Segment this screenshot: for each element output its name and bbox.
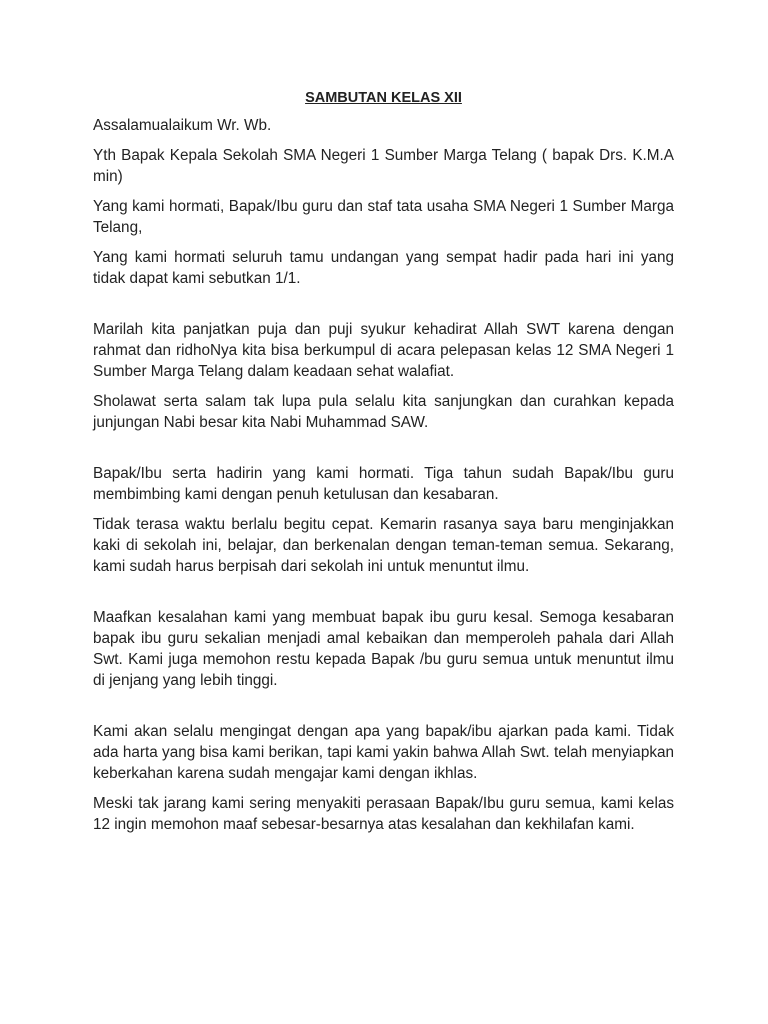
document-title: SAMBUTAN KELAS XII — [305, 90, 462, 106]
paragraph: Tidak terasa waktu berlalu begitu cepat. Kemarin rasanya saya baru menginjakkan kaki di sekolah ini, belajar, dan berkenalan dengan teman-teman semua. Sekarang, kami sudah harus berpisah dari sekolah ini untuk menuntut ilmu. — [93, 516, 674, 575]
paragraph: Yang kami hormati seluruh tamu undangan yang sempat hadir pada hari ini yang tidak dapat kami sebutkan 1/1. — [93, 249, 674, 287]
paragraph-spacer — [93, 700, 674, 721]
greeting: Assalamualaikum Wr. Wb. — [93, 117, 272, 134]
paragraph-spacer — [93, 586, 674, 607]
paragraph: Yang kami hormati, Bapak/Ibu guru dan staf tata usaha SMA Negeri 1 Sumber Marga Telang, — [93, 198, 674, 236]
paragraph: Meski tak jarang kami sering menyakiti perasaan Bapak/Ibu guru semua, kami kelas 12 ingin memohon maaf sebesar-besarnya atas kesalahan dan kekhilafan kami. — [93, 795, 674, 833]
paragraph: Maafkan kesalahan kami yang membuat bapak ibu guru kesal. Semoga kesabaran bapak ibu guru sekalian menjadi amal kebaikan dan memperoleh pahala dari Allah Swt. Kami juga memohon restu kepada Bapak /bu guru semua untuk menuntut ilmu di jenjang yang lebih tinggi. — [93, 609, 674, 689]
paragraph: Marilah kita panjatkan puja dan puji syukur kehadirat Allah SWT karena dengan rahmat dan ridhoNya kita bisa berkumpul di acara pelepasan kelas 12 SMA Negeri 1 Sumber Marga Telang dalam keadaan sehat walafiat. — [93, 321, 674, 380]
paragraph: Yth Bapak Kepala Sekolah SMA Negeri 1 Sumber Marga Telang ( bapak Drs. K.M.A min) — [93, 147, 674, 185]
paragraph: Sholawat serta salam tak lupa pula selalu kita sanjungkan dan curahkan kepada junjungan Nabi besar kita Nabi Muhammad SAW. — [93, 393, 674, 431]
paragraph: Kami akan selalu mengingat dengan apa yang bapak/ibu ajarkan pada kami. Tidak ada harta yang bisa kami berikan, tapi kami yakin bahwa Allah Swt. telah menyiapkan keberkahan karena sudah mengajar kami dengan ikhlas. — [93, 723, 674, 782]
document-body — [93, 88, 674, 844]
paragraph: Bapak/Ibu serta hadirin yang kami hormati. Tiga tahun sudah Bapak/Ibu guru membimbing kami dengan penuh ketulusan dan kesabaran. — [93, 465, 674, 503]
paragraph-spacer — [93, 298, 674, 319]
paragraph-spacer — [93, 442, 674, 463]
